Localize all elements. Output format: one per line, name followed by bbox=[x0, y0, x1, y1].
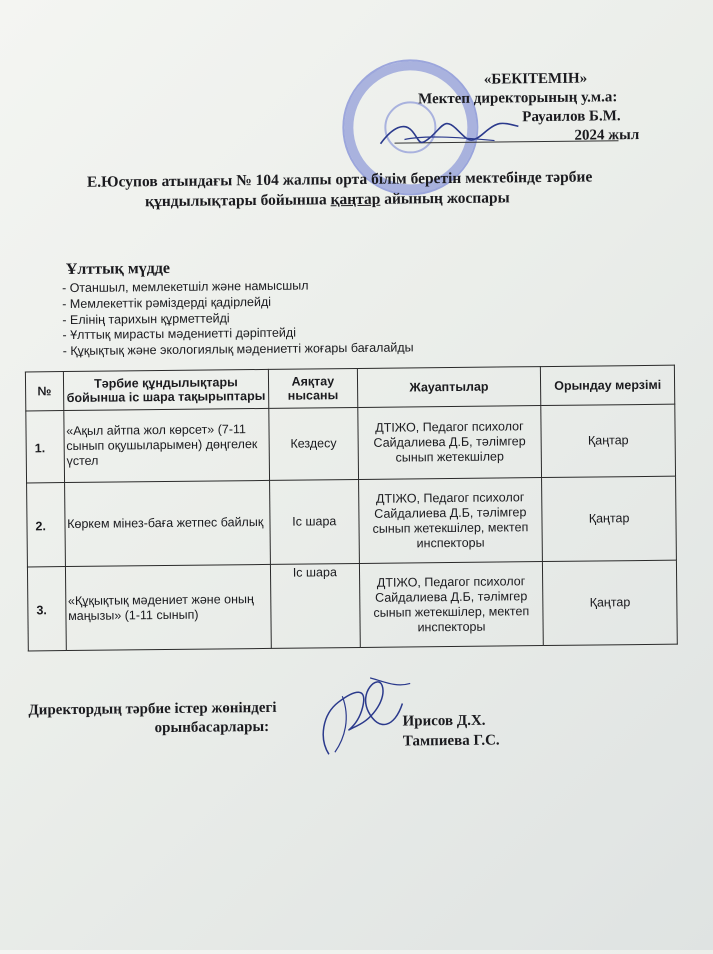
footer-signatory-title bbox=[28, 699, 276, 740]
row-num: 3. bbox=[27, 567, 66, 651]
row-num: 2. bbox=[27, 483, 66, 567]
title-line-2-pre: құндылықтары бойынша bbox=[145, 191, 331, 211]
title-month: қаңтар bbox=[330, 190, 381, 209]
footer-line-1: Директордың тәрбие істер жөніндегі bbox=[28, 699, 277, 719]
document-title bbox=[57, 167, 657, 213]
footer-line-2: орынбасарлары: bbox=[154, 718, 270, 737]
approval-year: 2024 жыл bbox=[574, 126, 686, 146]
table-header-row bbox=[25, 365, 674, 411]
section-heading: Ұлттық мүдде bbox=[65, 259, 171, 279]
list-item: - Құқықтық және экологиялық мәдениетті жоғары бағалайды bbox=[63, 341, 414, 360]
table-row bbox=[26, 404, 676, 483]
deputy-name: Тампиева Г.С. bbox=[402, 732, 500, 750]
values-list bbox=[62, 277, 414, 360]
header-due: Орындау мерзімі bbox=[541, 365, 675, 405]
row-responsible: ДТІЖО, Педагог психолог Сайдалиева Д.Б, тәлімгер сынып жетекшілер, мектеп инспекторы bbox=[359, 562, 544, 648]
title-line-1: Е.Юсупов атындағы № 104 жалпы орта білім беретін мектебінде тәрбие bbox=[86, 168, 593, 191]
director-signature-icon bbox=[374, 106, 525, 158]
footer-names bbox=[402, 711, 499, 752]
list-item: - Мемлекеттік рәміздерді қадірлейді bbox=[62, 293, 413, 312]
row-num: 1. bbox=[26, 411, 64, 483]
row-topic: «Құқықтық мәдениет және оның маңызы» (1-11 сынып) bbox=[65, 564, 271, 650]
header-form: Аяқтау нысаны bbox=[268, 368, 357, 408]
row-responsible: ДТІЖО, Педагог психолог Сайдалиева Д.Б, тәлімгер сынып жетекшілер bbox=[357, 406, 541, 480]
list-item: - Отаншыл, мемлекетшіл және намысшыл bbox=[62, 277, 413, 296]
deputy-name: Ирисов Д.Х. bbox=[402, 712, 486, 730]
plan-table bbox=[25, 365, 678, 652]
deputy-signature-icon bbox=[298, 667, 419, 760]
approval-title: «БЕКІТЕМІН» bbox=[483, 70, 588, 88]
title-line-2-post: айының жоспары bbox=[380, 189, 510, 208]
row-form: Іс шара bbox=[270, 479, 359, 564]
table-row bbox=[27, 476, 677, 567]
row-form: Іс шара bbox=[271, 563, 360, 648]
header-responsible: Жауаптылар bbox=[357, 367, 541, 408]
approval-position: Мектеп директорының у.м.а: bbox=[417, 89, 618, 108]
list-item: - Елінің тарихын құрметтейді bbox=[62, 309, 413, 328]
approval-name: Рауаилов Б.М. bbox=[522, 108, 621, 126]
table-row bbox=[27, 560, 677, 651]
header-num: № bbox=[25, 372, 63, 411]
row-responsible: ДТІЖО, Педагог психолог Сайдалиева Д.Б, тәлімгер сынып жетекшілер, мектеп инспекторы bbox=[358, 478, 543, 564]
row-form: Кездесу bbox=[269, 407, 358, 480]
header-topic: Тәрбие құндылықтары бойынша іс шара тақырыптары bbox=[63, 369, 269, 410]
row-due: Қаңтар bbox=[543, 560, 678, 645]
row-topic: Көркем мінез-бағa жетпес байлық bbox=[64, 480, 270, 566]
list-item: - Ұлттық мирасты мәдениетті дәріптейді bbox=[62, 325, 413, 344]
row-due: Қаңтар bbox=[541, 404, 675, 477]
row-due: Қаңтар bbox=[542, 476, 677, 561]
row-topic: «Ақыл айтпа жол көрсет» (7-11 сынып оқушыларымен) дөңгелек үстел bbox=[63, 408, 269, 482]
